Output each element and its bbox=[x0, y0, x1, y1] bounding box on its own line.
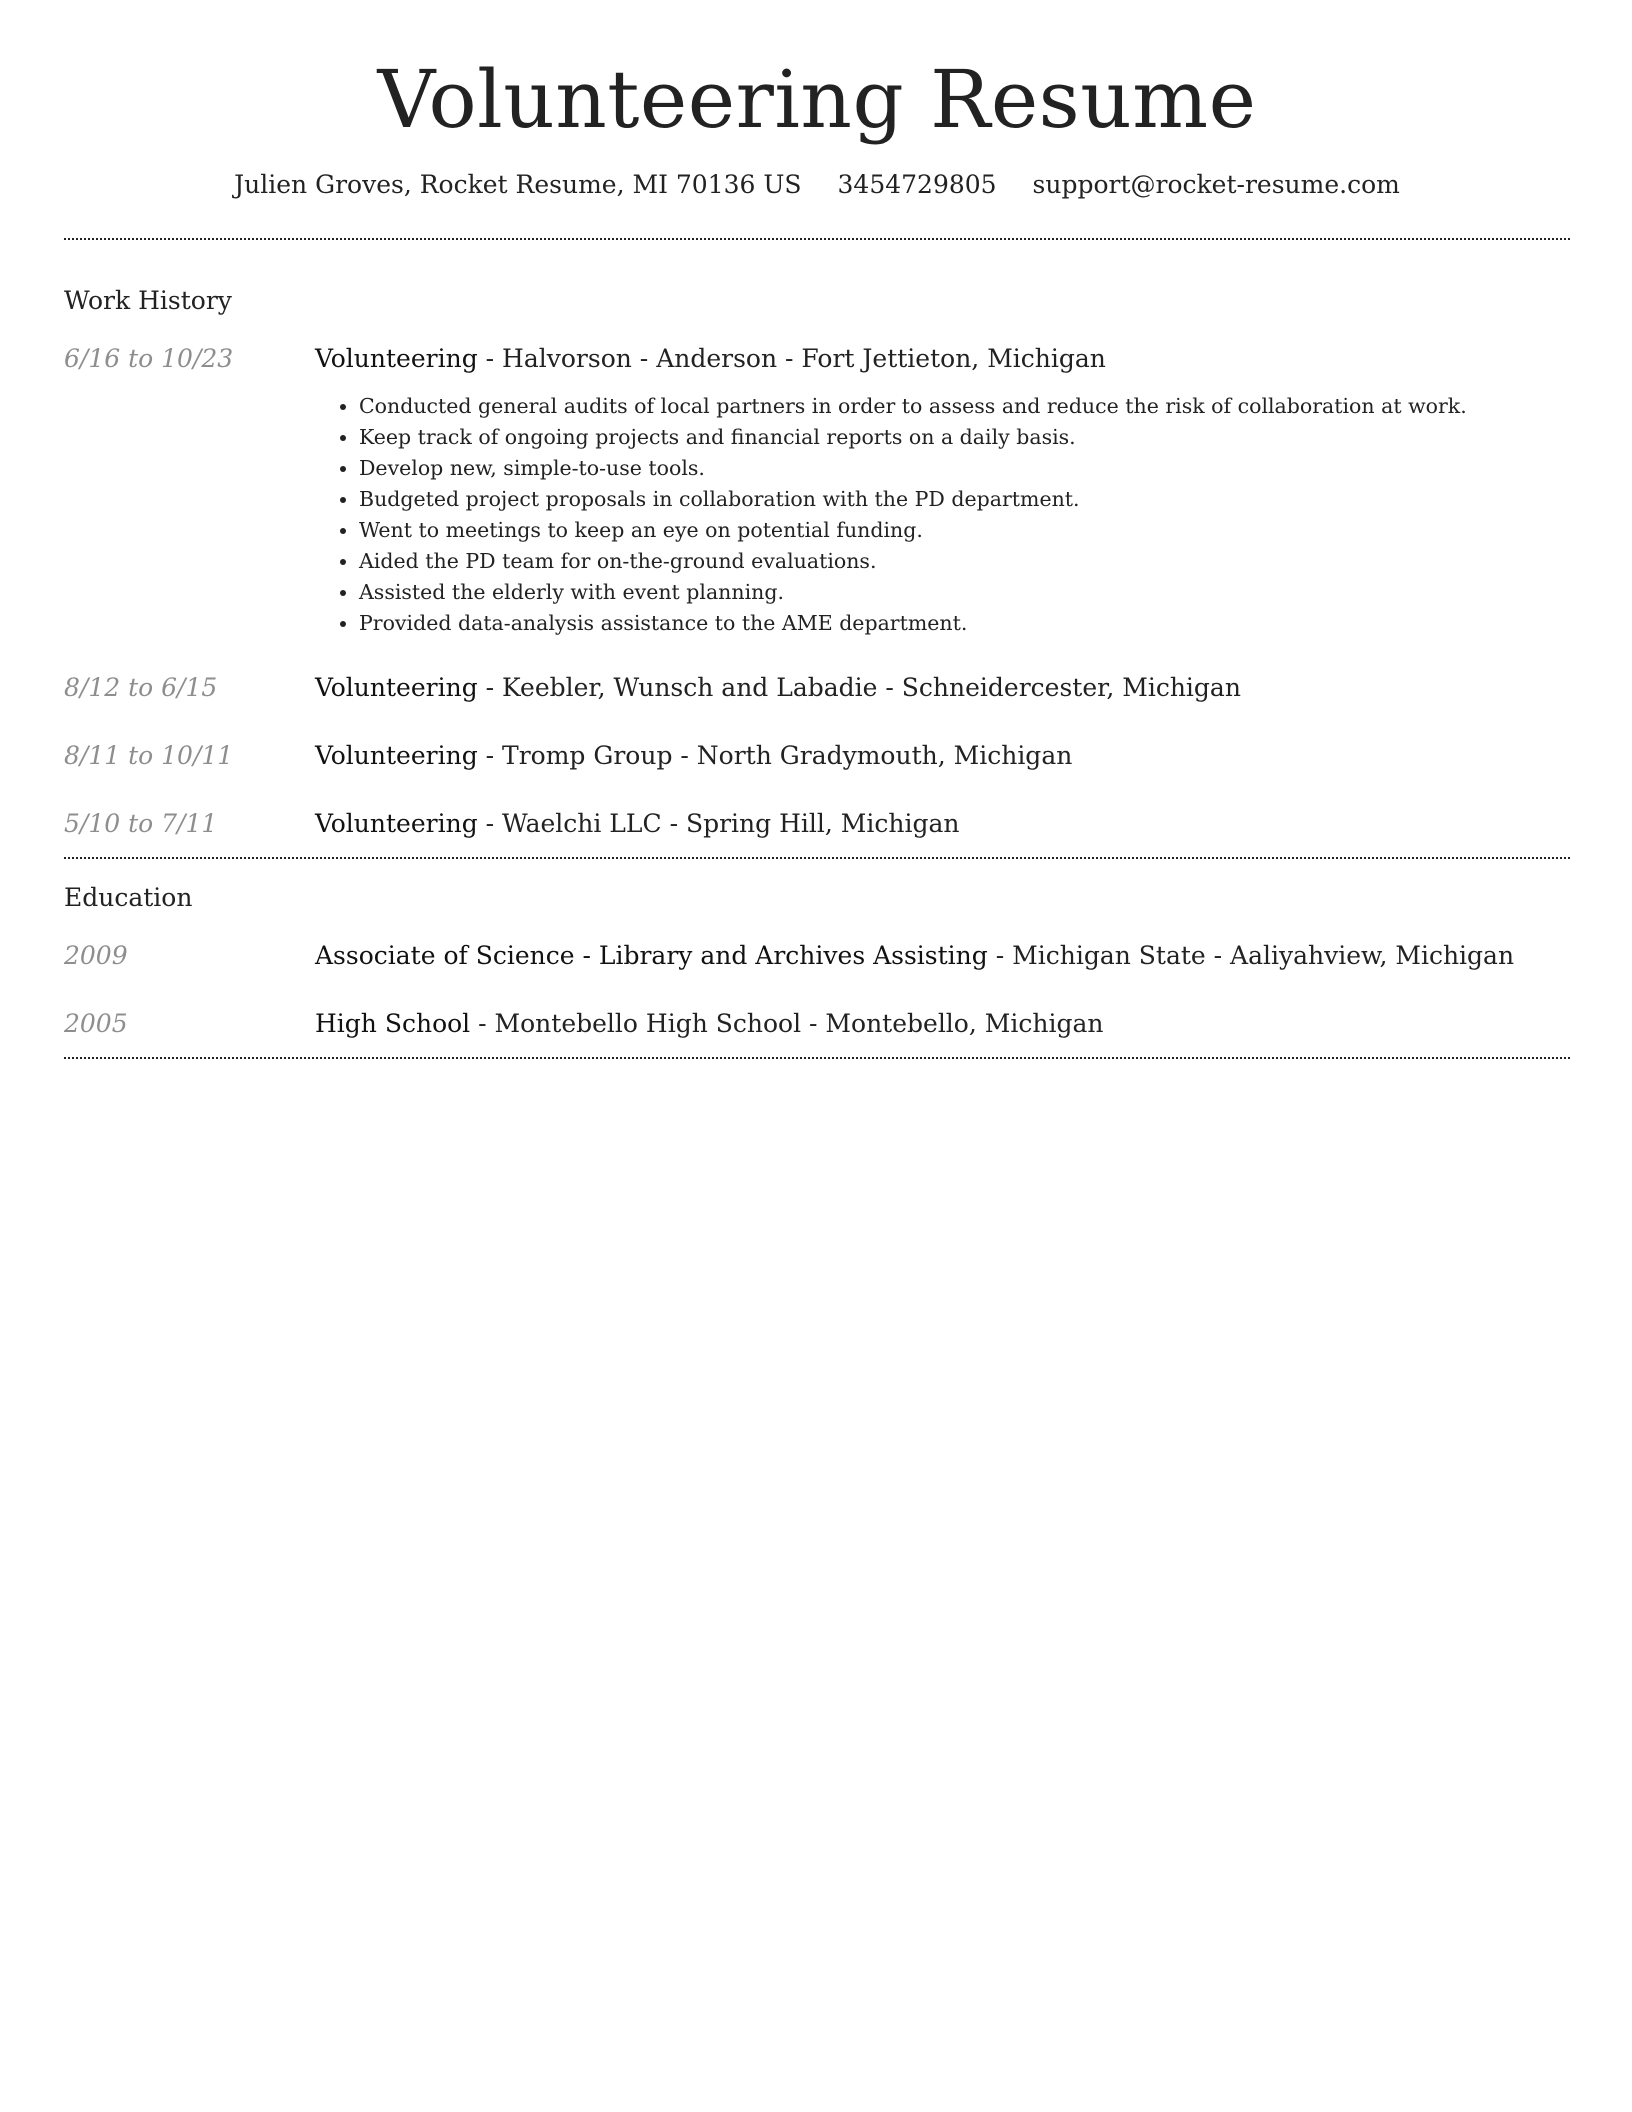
work-entry bbox=[64, 807, 1570, 841]
divider-top bbox=[64, 238, 1570, 240]
work-entry-body bbox=[315, 739, 1570, 773]
divider-bottom bbox=[64, 1057, 1570, 1059]
work-entry-bullets bbox=[315, 391, 1570, 639]
work-entry-heading bbox=[315, 671, 1570, 705]
education-entry-body bbox=[315, 939, 1570, 973]
bullet-item: • Provided data-analysis assistance to the AME department. bbox=[359, 608, 1570, 639]
education-entry-degree: Associate of Science - Library and Archives Assisting bbox=[315, 941, 988, 970]
section-title-education: Education bbox=[64, 883, 193, 912]
resume-page bbox=[64, 0, 1570, 1059]
education-entry-degree: High School bbox=[315, 1009, 471, 1038]
work-entry-dates: 5/10 to 7/11 bbox=[64, 809, 218, 838]
bullet-item: • Budgeted project proposals in collaboration with the PD department. bbox=[359, 484, 1570, 515]
education-entry-heading bbox=[315, 1007, 1570, 1041]
work-entry-role: Volunteering bbox=[315, 809, 478, 838]
work-entry-role: Volunteering bbox=[315, 344, 478, 373]
bullet-item: • Aided the PD team for on-the-ground evaluations. bbox=[359, 546, 1570, 577]
work-entry-dates: 6/16 to 10/23 bbox=[64, 344, 234, 373]
divider-middle bbox=[64, 857, 1570, 859]
bullet-item: • Went to meetings to keep an eye on potential funding. bbox=[359, 515, 1570, 546]
work-entry-heading bbox=[315, 807, 1570, 841]
work-entry-heading bbox=[315, 342, 1570, 376]
work-entry-details: - Tromp Group - North Gradymouth, Michigan bbox=[477, 741, 1073, 770]
bullet-item: • Keep track of ongoing projects and financial reports on a daily basis. bbox=[359, 422, 1570, 453]
education-entry-details: - Michigan State - Aaliyahview, Michigan bbox=[987, 941, 1515, 970]
work-entry-dates: 8/11 to 10/11 bbox=[64, 741, 234, 770]
page-title: Volunteering Resume bbox=[377, 53, 1257, 146]
bullet-item: • Develop new, simple-to-use tools. bbox=[359, 453, 1570, 484]
work-entry-dates: 8/12 to 6/15 bbox=[64, 673, 218, 702]
bullet-item: • Conducted general audits of local partners in order to assess and reduce the risk of collaboration at work. bbox=[359, 391, 1570, 422]
contact-phone: 3454729805 bbox=[837, 170, 997, 199]
work-entry-body bbox=[315, 671, 1570, 705]
education-entry-body bbox=[315, 1007, 1570, 1041]
education-entry-year: 2005 bbox=[64, 1009, 128, 1038]
education-entry bbox=[64, 1007, 1570, 1041]
work-entry-details: - Waelchi LLC - Spring Hill, Michigan bbox=[477, 809, 960, 838]
work-entry-body bbox=[315, 807, 1570, 841]
work-entry-heading bbox=[315, 739, 1570, 773]
work-entry bbox=[64, 739, 1570, 773]
work-entry-role: Volunteering bbox=[315, 673, 478, 702]
bullet-item: • Assisted the elderly with event planning. bbox=[359, 577, 1570, 608]
work-entry-details: - Halvorson - Anderson - Fort Jettieton, Michigan bbox=[477, 344, 1106, 373]
education-entry bbox=[64, 939, 1570, 973]
education-entry-details: - Montebello High School - Montebello, Michigan bbox=[470, 1009, 1104, 1038]
education-entry-heading bbox=[315, 939, 1570, 973]
education-entry-year: 2009 bbox=[64, 941, 128, 970]
work-entry bbox=[64, 671, 1570, 705]
contact-address: Julien Groves, Rocket Resume, MI 70136 US bbox=[234, 170, 802, 199]
work-entry-role: Volunteering bbox=[315, 741, 478, 770]
contact-line bbox=[64, 168, 1570, 202]
section-title-work-history: Work History bbox=[64, 286, 232, 315]
work-entry-body bbox=[315, 342, 1570, 639]
work-entry-details: - Keebler, Wunsch and Labadie - Schneidercester, Michigan bbox=[477, 673, 1241, 702]
work-entry bbox=[64, 342, 1570, 639]
contact-email: support@rocket-resume.com bbox=[1032, 170, 1400, 199]
